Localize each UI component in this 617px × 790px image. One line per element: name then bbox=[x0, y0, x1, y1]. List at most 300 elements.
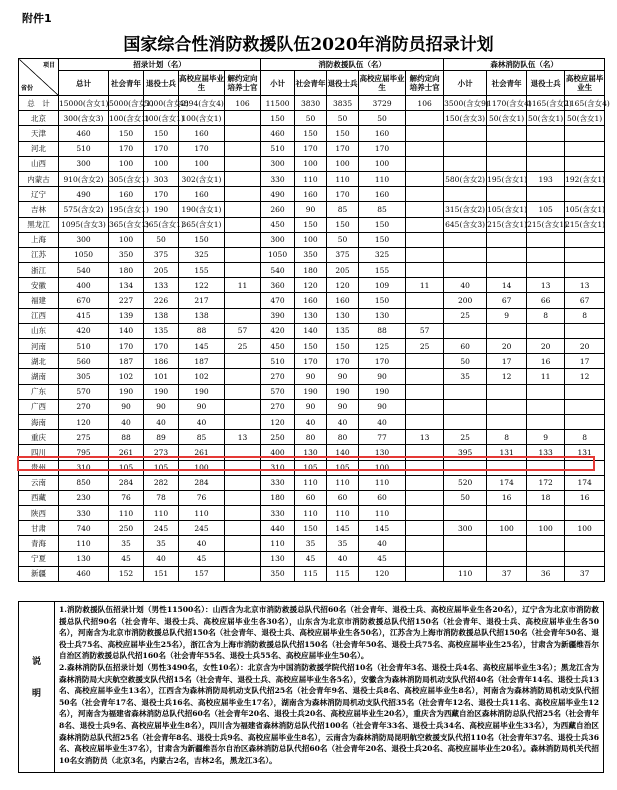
table-cell: 120 bbox=[327, 278, 359, 293]
table-cell: 350 bbox=[295, 247, 327, 262]
table-cell: 9 bbox=[487, 308, 527, 323]
table-cell: 160 bbox=[359, 126, 406, 141]
province-cell: 贵州 bbox=[19, 460, 59, 475]
table-cell: 12 bbox=[487, 369, 527, 384]
table-cell: 160 bbox=[327, 293, 359, 308]
table-cell bbox=[406, 369, 444, 384]
note-paragraph-1: 1.消防救援队伍招录计划（男性11500名）：山西含为北京市消防救援总队代招60名（社会青年、退役士兵、高校应届毕业生各20名），辽宁含为北京市消防救援总队代招90名（社会青年、退役士兵、高校应届毕业生各30名），山东含为北京市消防救援总队代招150名（社会青年、退役士兵、高校应届毕业生各50名），河南含为北京市消防救援总队代招150名（社会青年、退役士兵、高校应届毕业生各50名），江苏含为上海市消防救援总队代招150名（社会青年50名、退役士兵75名、高校应届毕业生25名），浙江含为上海市消防救援总队代招150名（社会青年50名、退役士兵75名、高校应届毕业生25名），甘肃含为新疆维吾尔自治区消防救援总队代招160名（社会青年55名、退役士兵55名、高校应届毕业生50名）。 bbox=[59, 605, 599, 661]
table-cell: 13 bbox=[565, 278, 605, 293]
table-cell: 50 bbox=[295, 111, 327, 126]
table-cell: 130 bbox=[295, 445, 327, 460]
table-cell: 215(含女1) bbox=[527, 217, 565, 232]
table-cell: 106 bbox=[225, 96, 261, 111]
table-cell bbox=[444, 506, 487, 521]
page-title: 国家综合性消防救援队伍2020年消防员招录计划 bbox=[123, 35, 494, 55]
table-cell: 40 bbox=[144, 414, 179, 429]
table-cell bbox=[444, 187, 487, 202]
table-cell: 170 bbox=[144, 141, 179, 156]
table-cell bbox=[444, 263, 487, 278]
table-row bbox=[19, 414, 605, 429]
table-cell: 300 bbox=[59, 232, 109, 247]
table-cell: 284 bbox=[109, 475, 144, 490]
table-cell: 670 bbox=[59, 293, 109, 308]
table-cell: 245 bbox=[144, 521, 179, 536]
table-cell: 215(含女1) bbox=[565, 217, 605, 232]
table-cell: 120 bbox=[295, 278, 327, 293]
table-cell: 330 bbox=[261, 475, 295, 490]
table-cell: 740 bbox=[59, 521, 109, 536]
sichuan-row-highlight bbox=[17, 456, 595, 471]
table-cell: 420 bbox=[59, 323, 109, 338]
table-cell bbox=[487, 247, 527, 262]
table-row bbox=[19, 551, 605, 566]
table-cell: 85 bbox=[179, 430, 225, 445]
table-cell: 415 bbox=[59, 308, 109, 323]
table-cell bbox=[406, 247, 444, 262]
table-row bbox=[19, 323, 605, 338]
table-cell: 40 bbox=[327, 414, 359, 429]
table-cell: 60 bbox=[359, 490, 406, 505]
table-cell: 140 bbox=[295, 323, 327, 338]
table-cell: 170 bbox=[109, 141, 144, 156]
table-cell: 150 bbox=[261, 111, 295, 126]
table-row bbox=[19, 141, 605, 156]
table-cell: 205 bbox=[144, 263, 179, 278]
table-cell: 88 bbox=[359, 323, 406, 338]
table-row bbox=[19, 566, 605, 581]
table-cell: 170 bbox=[327, 354, 359, 369]
table-cell: 193 bbox=[527, 171, 565, 186]
table-cell bbox=[527, 263, 565, 278]
table-cell: 11500 bbox=[261, 96, 295, 111]
table-cell: 540 bbox=[59, 263, 109, 278]
table-cell: 50 bbox=[144, 232, 179, 247]
table-row bbox=[19, 339, 605, 354]
table-cell: 77 bbox=[359, 430, 406, 445]
table-cell: 105 bbox=[109, 460, 144, 475]
table-cell: 130 bbox=[359, 445, 406, 460]
table-cell: 155 bbox=[359, 263, 406, 278]
table-cell: 300 bbox=[261, 156, 295, 171]
table-row bbox=[19, 126, 605, 141]
table-cell bbox=[406, 111, 444, 126]
table-cell: 390 bbox=[261, 308, 295, 323]
group-header-fire-rescue: 消防救援队伍（名） bbox=[261, 59, 444, 71]
table-cell: 120 bbox=[261, 414, 295, 429]
table-cell: 195(含女1) bbox=[109, 202, 144, 217]
province-cell: 广东 bbox=[19, 384, 59, 399]
table-cell: 160 bbox=[179, 187, 225, 202]
table-cell: 284 bbox=[179, 475, 225, 490]
table-cell bbox=[565, 232, 605, 247]
table-cell: 50(含女1) bbox=[527, 111, 565, 126]
table-cell: 90 bbox=[327, 369, 359, 384]
table-cell bbox=[565, 263, 605, 278]
table-cell: 150 bbox=[295, 521, 327, 536]
table-row bbox=[19, 536, 605, 551]
table-cell: 160 bbox=[109, 187, 144, 202]
table-cell: 155 bbox=[179, 263, 225, 278]
table-cell: 40 bbox=[179, 536, 225, 551]
table-cell: 15000(含女1) bbox=[59, 96, 109, 111]
province-cell: 福建 bbox=[19, 293, 59, 308]
column-header: 解约定向培养士官 bbox=[406, 71, 444, 96]
note-paragraph-2: 2.森林消防队伍招录计划（男性3490名，女性10名）：北京含为中国消防救援学院代招10名（社会青年3名、退役士兵4名、高校应届毕业生3名）；黑龙江含为森林消防局大庆航空救援支队代招15名（社会青年、退役士兵、高校应届毕业生各5名），安徽含为森林消防局机动支队代招40名（社会青年14名、退役士兵13名、高校应届毕业生13名），江西含为森林消防局机动支队代招25名（社会青年9名、退役士兵8名、高校应届毕业生8名），河南含为森林消防局机动支队代招50名（社会青年17名、退役士兵16名、高校应届毕业生17名），湖南含为森林消防局机动支队代招35名（社会青年12名、退役士兵11名、高校应届毕业生12名），河南含为福建省森林消防总队代招60名（社会青年20名、退役士兵20名、高校应届毕业生20名），重庆含为西藏自治区森林消防总队代招25名（社会青年8名、退役士兵9名、高校应届毕业生8名），四川含为福建省森林消防总队代招100名（社会青年33名、退役士兵34名、高校应届毕业生33名），为西藏自治区森林消防总队代招25名（社会青年8名、退役士兵9名、高校应届毕业生8名），云南含为森林消防局昆明航空救援支队代招110名（社会青年37名、退役士兵36名、高校应届毕业生37名），甘肃含为新疆维吾尔自治区森林消防总队代招60名（社会青年20名、退役士兵20名、高校应届毕业生20名）。森林消防局机关代招10名女消防员（北京3名，内蒙古2名，吉林2名，黑龙江3名）。 bbox=[59, 662, 599, 765]
table-cell: 325 bbox=[359, 247, 406, 262]
table-cell: 3500(含女9) bbox=[444, 96, 487, 111]
table-cell: 110 bbox=[261, 536, 295, 551]
table-cell: 130 bbox=[295, 308, 327, 323]
table-cell: 190 bbox=[179, 384, 225, 399]
table-cell: 250 bbox=[109, 521, 144, 536]
table-cell bbox=[406, 490, 444, 505]
table-cell: 395 bbox=[444, 445, 487, 460]
table-cell: 275 bbox=[59, 430, 109, 445]
table-cell: 100 bbox=[527, 521, 565, 536]
table-cell: 150 bbox=[359, 232, 406, 247]
table-cell: 170 bbox=[295, 354, 327, 369]
table-cell: 450 bbox=[261, 217, 295, 232]
table-cell: 105 bbox=[527, 202, 565, 217]
province-cell: 江西 bbox=[19, 308, 59, 323]
table-cell bbox=[487, 414, 527, 429]
table-row bbox=[19, 96, 605, 111]
table-cell bbox=[565, 551, 605, 566]
table-cell: 35 bbox=[327, 536, 359, 551]
table-cell: 90 bbox=[295, 369, 327, 384]
table-cell bbox=[487, 384, 527, 399]
table-cell: 25 bbox=[444, 430, 487, 445]
table-cell bbox=[225, 490, 261, 505]
table-cell: 310 bbox=[59, 460, 109, 475]
table-cell: 125 bbox=[359, 339, 406, 354]
table-cell: 150 bbox=[295, 126, 327, 141]
province-cell: 四川 bbox=[19, 445, 59, 460]
table-cell bbox=[225, 369, 261, 384]
table-cell: 300(含女3) bbox=[59, 111, 109, 126]
table-row bbox=[19, 308, 605, 323]
table-cell: 110 bbox=[359, 506, 406, 521]
table-cell: 110 bbox=[179, 506, 225, 521]
table-cell: 100 bbox=[565, 521, 605, 536]
table-cell bbox=[225, 232, 261, 247]
table-cell bbox=[225, 475, 261, 490]
table-cell: 110 bbox=[295, 506, 327, 521]
table-cell: 100 bbox=[295, 156, 327, 171]
table-cell: 850 bbox=[59, 475, 109, 490]
table-cell: 540 bbox=[261, 263, 295, 278]
province-cell: 上海 bbox=[19, 232, 59, 247]
table-cell bbox=[487, 536, 527, 551]
table-row bbox=[19, 354, 605, 369]
table-row bbox=[19, 399, 605, 414]
table-cell: 375 bbox=[327, 247, 359, 262]
table-cell: 90 bbox=[144, 399, 179, 414]
province-cell: 河南 bbox=[19, 339, 59, 354]
table-cell: 40 bbox=[295, 414, 327, 429]
table-row bbox=[19, 384, 605, 399]
table-row bbox=[19, 369, 605, 384]
province-cell: 新疆 bbox=[19, 566, 59, 581]
table-cell: 200 bbox=[444, 293, 487, 308]
table-cell: 645(含女3) bbox=[444, 217, 487, 232]
table-cell: 138 bbox=[179, 308, 225, 323]
table-cell: 172 bbox=[527, 475, 565, 490]
table-cell bbox=[225, 354, 261, 369]
province-cell: 天津 bbox=[19, 126, 59, 141]
table-cell: 460 bbox=[261, 126, 295, 141]
table-cell: 305 bbox=[59, 369, 109, 384]
table-cell: 105 bbox=[295, 460, 327, 475]
table-row bbox=[19, 217, 605, 232]
table-cell bbox=[406, 551, 444, 566]
table-cell: 261 bbox=[179, 445, 225, 460]
table-cell: 150 bbox=[327, 217, 359, 232]
table-cell: 85 bbox=[327, 202, 359, 217]
table-cell: 76 bbox=[109, 490, 144, 505]
table-cell: 8 bbox=[565, 430, 605, 445]
column-header: 退役士兵 bbox=[327, 71, 359, 96]
table-cell: 110 bbox=[109, 506, 144, 521]
province-cell: 黑龙江 bbox=[19, 217, 59, 232]
table-cell: 130 bbox=[359, 308, 406, 323]
table-cell: 8 bbox=[487, 430, 527, 445]
table-row bbox=[19, 506, 605, 521]
table-cell bbox=[444, 551, 487, 566]
table-cell: 130 bbox=[261, 551, 295, 566]
table-cell bbox=[406, 506, 444, 521]
table-cell: 174 bbox=[487, 475, 527, 490]
table-cell: 261 bbox=[109, 445, 144, 460]
table-cell: 57 bbox=[406, 323, 444, 338]
table-cell: 35 bbox=[444, 369, 487, 384]
table-cell: 580(含女2) bbox=[444, 171, 487, 186]
table-cell bbox=[527, 141, 565, 156]
province-cell: 湖北 bbox=[19, 354, 59, 369]
table-cell: 110 bbox=[359, 171, 406, 186]
table-cell: 100 bbox=[359, 156, 406, 171]
table-cell: 910(含女2) bbox=[59, 171, 109, 186]
table-cell bbox=[406, 399, 444, 414]
table-cell: 187 bbox=[109, 354, 144, 369]
table-cell bbox=[487, 263, 527, 278]
table-cell: 90 bbox=[359, 369, 406, 384]
province-cell: 陕西 bbox=[19, 506, 59, 521]
table-cell bbox=[406, 232, 444, 247]
table-cell: 57 bbox=[225, 323, 261, 338]
table-cell bbox=[487, 156, 527, 171]
table-cell bbox=[527, 247, 565, 262]
column-header: 退役士兵 bbox=[144, 71, 179, 96]
table-cell: 40 bbox=[359, 536, 406, 551]
table-cell: 105 bbox=[327, 460, 359, 475]
notes-label bbox=[19, 602, 55, 772]
table-cell bbox=[565, 536, 605, 551]
table-cell: 50 bbox=[327, 232, 359, 247]
table-cell: 100 bbox=[109, 232, 144, 247]
table-cell: 400 bbox=[261, 445, 295, 460]
table-cell: 88 bbox=[109, 430, 144, 445]
table-cell: 160 bbox=[359, 187, 406, 202]
table-cell: 575(含女2) bbox=[59, 202, 109, 217]
table-cell: 40 bbox=[144, 551, 179, 566]
table-cell: 40 bbox=[179, 414, 225, 429]
table-cell: 90 bbox=[109, 399, 144, 414]
group-header-forest-fire: 森林消防队伍（名） bbox=[444, 59, 605, 71]
table-cell bbox=[444, 384, 487, 399]
table-cell: 3729 bbox=[359, 96, 406, 111]
table-cell: 50 bbox=[327, 111, 359, 126]
corner-top-label: 项目 bbox=[42, 62, 55, 69]
table-cell: 100 bbox=[144, 156, 179, 171]
table-cell: 110 bbox=[327, 475, 359, 490]
table-cell: 365(含女1) bbox=[179, 217, 225, 232]
table-cell: 110 bbox=[295, 475, 327, 490]
table-cell: 40 bbox=[359, 414, 406, 429]
table-cell bbox=[487, 232, 527, 247]
table-cell: 310 bbox=[261, 460, 295, 475]
table-cell: 150 bbox=[179, 232, 225, 247]
table-cell: 130 bbox=[327, 308, 359, 323]
table-cell: 186 bbox=[144, 354, 179, 369]
table-cell: 16 bbox=[487, 490, 527, 505]
table-cell: 160 bbox=[295, 293, 327, 308]
province-cell: 重庆 bbox=[19, 430, 59, 445]
table-cell: 100(含女1) bbox=[179, 111, 225, 126]
table-row bbox=[19, 247, 605, 262]
table-cell: 106 bbox=[406, 96, 444, 111]
corner-bottom-label: 省份 bbox=[21, 85, 34, 92]
table-cell: 100 bbox=[327, 156, 359, 171]
table-cell: 1050 bbox=[59, 247, 109, 262]
province-cell: 湖南 bbox=[19, 369, 59, 384]
table-cell: 440 bbox=[261, 521, 295, 536]
table-cell: 60 bbox=[327, 490, 359, 505]
table-row bbox=[19, 232, 605, 247]
table-cell: 131 bbox=[487, 445, 527, 460]
table-cell: 100 bbox=[295, 232, 327, 247]
table-cell: 14 bbox=[487, 278, 527, 293]
province-cell: 山东 bbox=[19, 323, 59, 338]
column-header: 总计 bbox=[59, 71, 109, 96]
table-cell: 227 bbox=[109, 293, 144, 308]
table-cell: 78 bbox=[144, 490, 179, 505]
table-cell: 300 bbox=[261, 232, 295, 247]
table-cell: 365(含女1) bbox=[144, 217, 179, 232]
table-cell: 460 bbox=[59, 566, 109, 581]
table-cell: 150 bbox=[327, 339, 359, 354]
table-cell bbox=[527, 551, 565, 566]
province-cell: 云南 bbox=[19, 475, 59, 490]
province-cell: 安徽 bbox=[19, 278, 59, 293]
table-cell: 90 bbox=[295, 399, 327, 414]
table-cell: 360 bbox=[261, 278, 295, 293]
table-cell: 9 bbox=[527, 430, 565, 445]
table-cell: 67 bbox=[565, 293, 605, 308]
table-cell bbox=[444, 232, 487, 247]
table-cell: 350 bbox=[261, 566, 295, 581]
column-header: 高校应届毕业生 bbox=[359, 71, 406, 96]
table-cell: 510 bbox=[59, 141, 109, 156]
table-cell: 250 bbox=[261, 430, 295, 445]
group-header-recruitment: 招录计划（名） bbox=[59, 59, 261, 71]
table-cell bbox=[225, 126, 261, 141]
table-cell: 190 bbox=[359, 384, 406, 399]
table-cell: 420 bbox=[261, 323, 295, 338]
table-cell: 510 bbox=[261, 354, 295, 369]
table-cell bbox=[225, 171, 261, 186]
table-cell bbox=[444, 156, 487, 171]
table-cell: 145 bbox=[179, 339, 225, 354]
table-cell: 135 bbox=[327, 323, 359, 338]
table-cell: 8 bbox=[565, 308, 605, 323]
table-cell: 282 bbox=[144, 475, 179, 490]
table-cell bbox=[527, 156, 565, 171]
table-cell: 192(含女1) bbox=[565, 171, 605, 186]
province-cell: 辽宁 bbox=[19, 187, 59, 202]
table-cell: 230 bbox=[59, 490, 109, 505]
table-cell: 570 bbox=[261, 384, 295, 399]
table-cell: 305(含女1) bbox=[109, 171, 144, 186]
table-cell: 8 bbox=[527, 308, 565, 323]
province-cell: 内蒙古 bbox=[19, 171, 59, 186]
table-cell bbox=[565, 506, 605, 521]
table-cell: 11 bbox=[225, 278, 261, 293]
table-cell: 490 bbox=[261, 187, 295, 202]
table-cell: 510 bbox=[261, 141, 295, 156]
table-cell bbox=[565, 156, 605, 171]
table-cell: 180 bbox=[295, 263, 327, 278]
table-cell: 100 bbox=[487, 521, 527, 536]
table-cell: 1170(含女4) bbox=[487, 96, 527, 111]
table-cell bbox=[565, 187, 605, 202]
subheader-row bbox=[19, 71, 605, 96]
table-row bbox=[19, 171, 605, 186]
table-cell: 25 bbox=[225, 339, 261, 354]
table-cell: 490 bbox=[59, 187, 109, 202]
recruitment-plan-table bbox=[18, 58, 610, 582]
table-cell: 1165(含女2) bbox=[527, 96, 565, 111]
province-cell: 青海 bbox=[19, 536, 59, 551]
table-cell: 3830 bbox=[295, 96, 327, 111]
table-row bbox=[19, 111, 605, 126]
table-cell: 315(含女2) bbox=[444, 202, 487, 217]
table-cell: 270 bbox=[261, 399, 295, 414]
table-cell: 35 bbox=[144, 536, 179, 551]
table-cell bbox=[225, 506, 261, 521]
table-cell bbox=[406, 521, 444, 536]
province-cell: 山西 bbox=[19, 156, 59, 171]
table-cell bbox=[487, 551, 527, 566]
table-cell: 170 bbox=[179, 141, 225, 156]
table-cell: 25 bbox=[444, 308, 487, 323]
table-cell bbox=[225, 414, 261, 429]
table-cell: 190 bbox=[144, 202, 179, 217]
table-cell bbox=[406, 141, 444, 156]
table-cell: 140 bbox=[109, 323, 144, 338]
table-row bbox=[19, 202, 605, 217]
table-cell: 190 bbox=[144, 384, 179, 399]
table-cell bbox=[225, 202, 261, 217]
column-header: 社会青年 bbox=[109, 71, 144, 96]
province-cell: 浙江 bbox=[19, 263, 59, 278]
table-cell: 122 bbox=[179, 278, 225, 293]
table-cell bbox=[444, 323, 487, 338]
table-cell bbox=[444, 141, 487, 156]
table-cell: 160 bbox=[179, 126, 225, 141]
table-cell: 130 bbox=[59, 551, 109, 566]
table-row bbox=[19, 490, 605, 505]
